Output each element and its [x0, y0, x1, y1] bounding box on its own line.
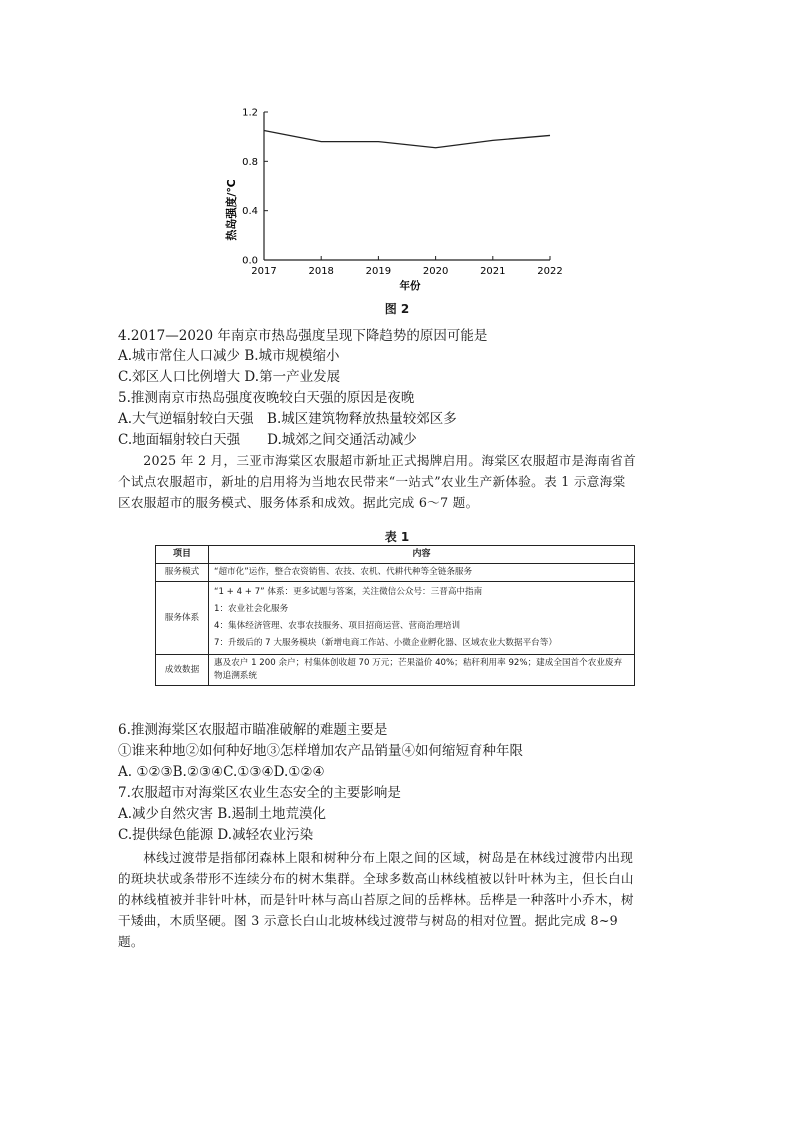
y-tick-label: 0.0 — [242, 255, 258, 267]
x-tick-label: 2020 — [422, 266, 449, 277]
x-tick-label: 2022 — [537, 266, 563, 277]
table-title: 表 1 — [384, 530, 410, 544]
table-row — [156, 582, 635, 655]
y-tick-label: 1.2 — [242, 107, 258, 119]
passage-6-7: 2025 年 2 月，三亚市海棠区农服超市新址正式揭牌启用。海棠区农服超市是海南省首个试点农服超市，新址的启用将为当地农民带来“一站式”农业生产新体验。表 1 示意海棠区农服超市的服务模式、服务体系和成效。据此完成 6～7 题。 — [118, 453, 637, 510]
table-header-content: 内容 — [209, 546, 635, 564]
chart-axes — [264, 112, 550, 260]
question-5-options-cd: C.地面辐射较白天强 D.城郊之间交通活动减少 — [118, 432, 417, 448]
row-content-system — [209, 582, 635, 655]
y-tick-label: 0.8 — [242, 156, 258, 168]
system-line-2: 1：农业社会化服务 — [214, 604, 289, 614]
chart-ticks — [242, 108, 563, 278]
row-content-result: 惠及农户 1 200 余户；村集体创收超 70 万元；芒果溢价 40%；秸秆利用率 92%；建成全国首个农业废弃物追溯系统 — [209, 655, 635, 686]
chart-svg — [200, 100, 580, 320]
system-line-3: 4：集体经济管理、农事农技服务、项目招商运营、营商治理培训 — [214, 621, 461, 631]
service-table — [155, 545, 635, 686]
x-tick-label: 2017 — [251, 266, 277, 277]
system-line-4: 7：升级后的 7 大服务模块（新增电商工作站、小微企业孵化器、区域农业大数据平台等） — [214, 638, 557, 648]
row-label-system: 服务体系 — [156, 582, 209, 655]
chart-y-axis-label: 热岛强度/℃ — [225, 179, 238, 241]
chart-x-axis-label: 年份 — [399, 280, 421, 292]
passage-8-9: 林线过渡带是指郁闭森林上限和树种分布上限之间的区域，树岛是在林线过渡带内出现的斑块状或条带形不连续分布的树木集群。全球多数高山林线植被以针叶林为主，但长白山的林线植被并非针叶林，而是针叶林与高山苔原之间的岳桦林。岳桦是一种落叶小乔木，树干矮曲，木质坚硬。图 3 示意长白山北坡林线过渡带与树岛的相对位置。据此完成 8~9 题。 — [118, 850, 634, 949]
question-4-stem: 4.2017—2020 年南京市热岛强度呈现下降趋势的原因可能是 — [118, 328, 488, 344]
question-7-stem: 7.农服超市对海棠区农业生态安全的主要影响是 — [118, 785, 401, 801]
row-content-mode: “超市化”运作，整合农资销售、农技、农机、代耕代种等全链条服务 — [209, 564, 635, 582]
question-5-options-ab: A.大气逆辐射较白天强 B.城区建筑物释放热量较郊区多 — [118, 411, 457, 427]
heat-island-line-chart — [200, 100, 580, 320]
system-line-1: “1 + 4 + 7” 体系：更多试题与答案，关注微信公众号：三晋高中指南 — [214, 587, 483, 597]
question-4-options-ab: A.城市常住人口减少 B.城市规模缩小 — [118, 348, 340, 364]
question-7-options-cd: C.提供绿色能源 D.减轻农业污染 — [118, 827, 314, 843]
question-6-stem: 6.推测海棠区农服超市瞄准破解的难题主要是 — [118, 722, 388, 738]
question-7-options-ab: A.减少自然灾害 B.遏制土地荒漠化 — [118, 806, 327, 822]
question-5-stem: 5.推测南京市热岛强度夜晚较白天强的原因是夜晚 — [118, 390, 415, 406]
x-tick-label: 2021 — [480, 266, 506, 277]
table-header-item: 项目 — [156, 546, 209, 564]
question-6-items: ①谁来种地②如何种好地③怎样增加农产品销量④如何缩短育种年限 — [118, 743, 523, 759]
chart-series — [264, 131, 550, 148]
y-tick-label: 0.4 — [242, 206, 258, 218]
x-tick-label: 2019 — [365, 266, 392, 277]
question-6-options: A. ①②③B.②③④C.①③④D.①②④ — [118, 764, 325, 780]
row-label-result: 成效数据 — [156, 655, 209, 686]
table-row — [156, 655, 635, 686]
table-row — [156, 564, 635, 582]
table-header-row — [156, 546, 635, 564]
x-tick-label: 2018 — [308, 266, 334, 277]
heat-island-series-line — [264, 131, 550, 148]
question-4-options-cd: C.郊区人口比例增大 D.第一产业发展 — [118, 369, 341, 385]
figure-caption: 图 2 — [384, 302, 410, 316]
row-label-mode: 服务模式 — [156, 564, 209, 582]
